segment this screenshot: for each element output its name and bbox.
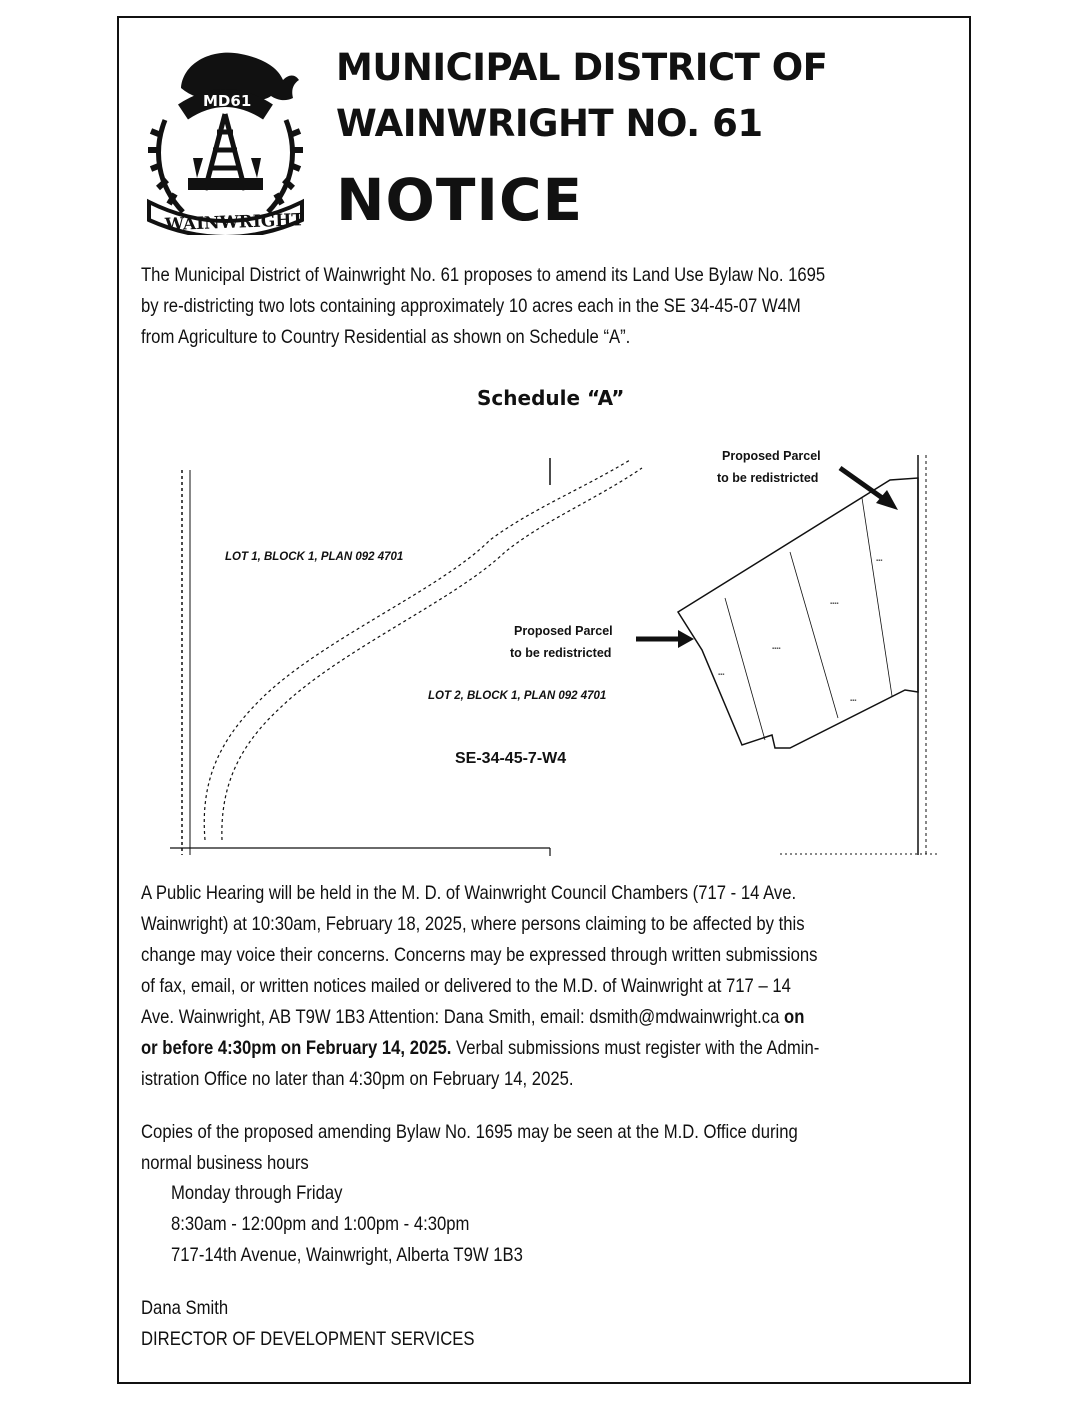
parcel-divider	[790, 552, 838, 718]
svg-text:▪▪▪▪: ▪▪▪▪	[772, 646, 781, 652]
copies-line: normal business hours	[141, 1152, 309, 1174]
hearing-line	[141, 1002, 962, 1033]
proposed-parcels-outline	[678, 478, 918, 748]
hearing-paragraph	[141, 878, 962, 1095]
svg-text:MD61: MD61	[203, 92, 252, 110]
svg-text:WAINWRIGHT: WAINWRIGHT	[164, 210, 305, 235]
md-wainwright-crest-icon	[143, 40, 308, 235]
parcel-divider	[862, 498, 892, 696]
hearing-line	[141, 1033, 962, 1064]
intro-paragraph	[141, 260, 962, 353]
hearing-line: of fax, email, or written notices mailed or delivered to the M.D. of Wainwright at 717 – 14	[141, 975, 791, 997]
hearing-deadline-bold: or before 4:30pm on February 14, 2025.	[141, 1037, 452, 1059]
lot1-label: LOT 1, BLOCK 1, PLAN 092 4701	[225, 551, 404, 563]
intro-line: The Municipal District of Wainwright No. 61 proposes to amend its Land Use Bylaw No. 1695	[141, 264, 826, 286]
svg-text:▪▪▪: ▪▪▪	[850, 698, 857, 704]
hearing-email-text: Ave. Wainwright, AB T9W 1B3 Attention: Dana Smith, email: dsmith@mdwainwright.ca	[141, 1006, 785, 1028]
signatory-role: DIRECTOR OF DEVELOPMENT SERVICES	[141, 1328, 475, 1350]
svg-text:▪▪▪: ▪▪▪	[876, 558, 883, 564]
lot2-label: LOT 2, BLOCK 1, PLAN 092 4701	[428, 690, 607, 702]
title-line-2: WAINWRIGHT NO. 61	[336, 102, 763, 145]
office-hours	[171, 1178, 523, 1271]
callout-left-line1: Proposed Parcel	[514, 624, 613, 638]
hearing-line: change may voice their concerns. Concerns may be expressed through written submissions	[141, 944, 818, 966]
hearing-line: Wainwright) at 10:30am, February 18, 2025, where persons claiming to be affected by this	[141, 913, 805, 935]
copies-paragraph	[141, 1117, 962, 1179]
hearing-line: istration Office no later than 4:30pm on February 14, 2025.	[141, 1068, 574, 1090]
intro-line: by re-districting two lots containing approximately 10 acres each in the SE 34-45-07 W4M	[141, 295, 801, 317]
hours-line: Monday through Friday	[171, 1182, 343, 1204]
title-line-1: MUNICIPAL DISTRICT OF	[336, 46, 828, 89]
callout-left-line2: to be redistricted	[510, 646, 612, 660]
svg-text:▪▪▪: ▪▪▪	[718, 672, 725, 678]
hearing-deadline-bold: on	[784, 1006, 805, 1028]
signature-block	[141, 1293, 475, 1355]
hearing-verbal-text: Verbal submissions must register with the Admin-	[451, 1037, 820, 1059]
section-label: SE-34-45-7-W4	[455, 750, 567, 767]
callout-top-line1: Proposed Parcel	[722, 449, 821, 463]
svg-text:▪▪▪▪: ▪▪▪▪	[830, 601, 839, 607]
page-title	[336, 40, 827, 152]
callout-top-line2: to be redistricted	[717, 471, 819, 485]
schedule-title: Schedule “A”	[477, 386, 625, 410]
signatory-name: Dana Smith	[141, 1297, 229, 1319]
hearing-line: A Public Hearing will be held in the M. D. of Wainwright Council Chambers (717 - 14 Ave.	[141, 882, 797, 904]
intro-line: from Agriculture to Country Residential as shown on Schedule “A”.	[141, 326, 631, 348]
notice-heading: NOTICE	[336, 166, 584, 234]
office-address: 717-14th Avenue, Wainwright, Alberta T9W 1B3	[171, 1244, 523, 1266]
schedule-a-map	[150, 440, 950, 865]
copies-line: Copies of the proposed amending Bylaw No. 1695 may be seen at the M.D. Office during	[141, 1121, 798, 1143]
hours-line: 8:30am - 12:00pm and 1:00pm - 4:30pm	[171, 1213, 470, 1235]
